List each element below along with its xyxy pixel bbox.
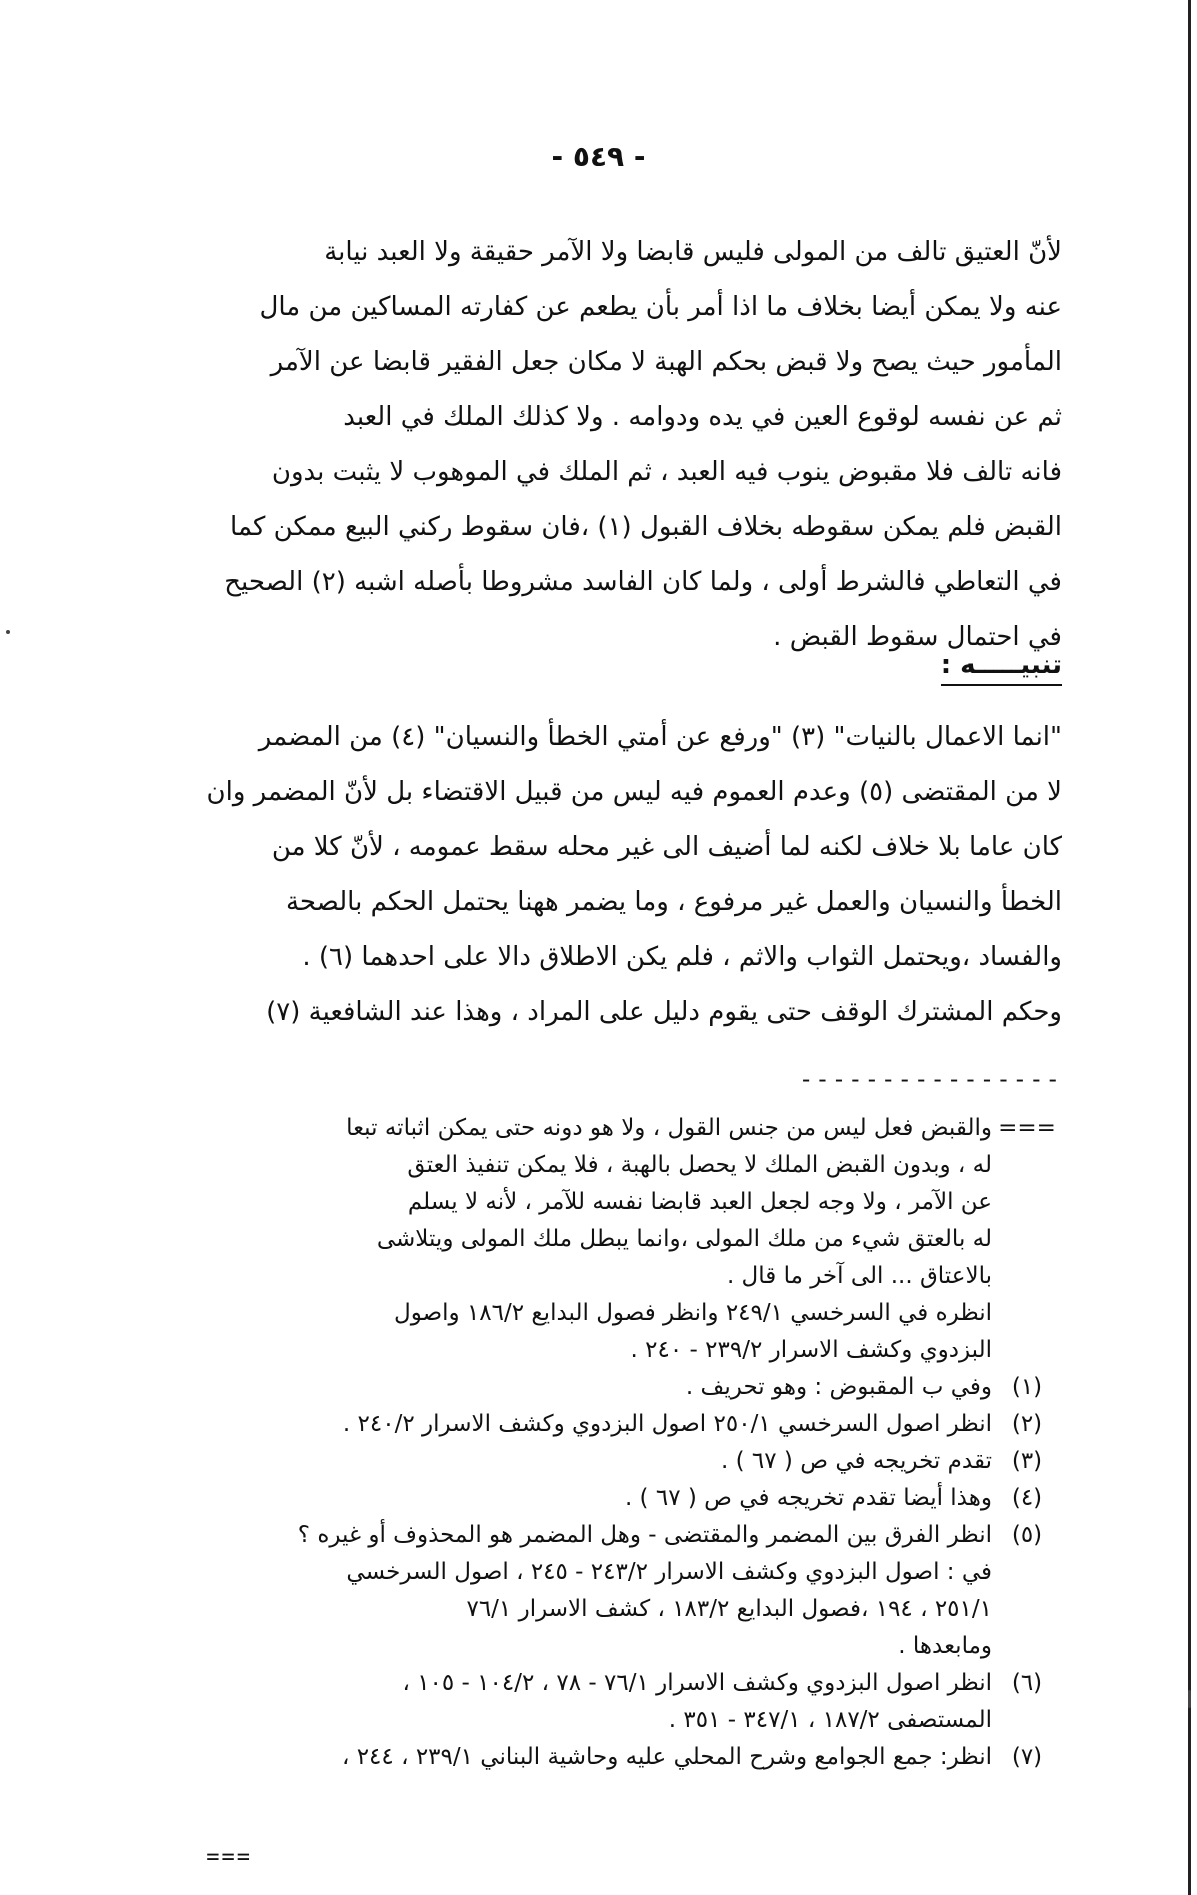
footnote-item xyxy=(102,1739,1062,1776)
footnote-line: عن الآمر ، ولا وجه لجعل العبد قابضا نفسه للآمر ، لأنه لا يسلم xyxy=(407,1189,992,1215)
footnote-text xyxy=(102,1517,992,1665)
text-line: المأمور حيث يصح ولا قبض بحكم الهبة لا مكان جعل الفقير قابضا عن الآمر xyxy=(270,347,1062,377)
footnote-text xyxy=(102,1443,992,1480)
text-line: لأنّ العتيق تالف من المولى فليس قابضا ولا الآمر حقيقة ولا العبد نيابة xyxy=(324,237,1062,267)
footnote-number: (٦) xyxy=(1011,1670,1043,1696)
footnote-line: ٢٥١/١ ، ١٩٤ ،فصول البدايع ١٨٣/٢ ، كشف الاسرار ٧٦/١ xyxy=(466,1596,992,1622)
footnote-item xyxy=(102,1480,1062,1517)
text-line: في احتمال سقوط القبض . xyxy=(773,622,1062,652)
footnote-text xyxy=(102,1665,992,1739)
footnote-number: (٢) xyxy=(1011,1411,1043,1437)
footnote-line: البزدوي وكشف الاسرار ٢٣٩/٢ - ٢٤٠ . xyxy=(630,1337,992,1363)
footnote-line: تقدم تخريجه في ص ( ٦٧ ) . xyxy=(721,1448,992,1474)
footnote-line: انظر اصول السرخسي ٢٥٠/١ اصول البزدوي وكشف الاسرار ٢٤٠/٢ . xyxy=(342,1411,992,1437)
page-number: - ٥٤٩ - xyxy=(551,140,646,173)
footnote-number: === xyxy=(998,1115,1056,1141)
text-line: القبض فلم يمكن سقوطه بخلاف القبول (١) ،فان سقوط ركني البيع ممكن كما xyxy=(230,512,1062,542)
footnote-number: (٣) xyxy=(1011,1448,1043,1474)
text-line: ثم عن نفسه لوقوع العين في يده ودوامه . ولا كذلك الملك في العبد xyxy=(343,402,1062,432)
footnote-number: (٧) xyxy=(1011,1744,1043,1770)
footnote-line: وفي ب المقبوض : وهو تحريف . xyxy=(685,1374,992,1400)
footnotes-block xyxy=(102,1110,1062,1776)
footnote-line: انظر الفرق بين المضمر والمقتضى - وهل المضمر هو المحذوف أو غيره ؟ xyxy=(297,1522,992,1548)
footnote-line: والقبض فعل ليس من جنس القول ، ولا هو دونه حتى يمكن اثباته تبعا xyxy=(346,1115,992,1141)
footnote-line: انظر: جمع الجوامع وشرح المحلي عليه وحاشية البناني ٢٣٩/١ ، ٢٤٤ ، xyxy=(341,1744,992,1770)
text-line: كان عاما بلا خلاف لكنه لما أضيف الى غير محله سقط عمومه ، لأنّ كلا من xyxy=(271,832,1062,862)
footnote-line: ومابعدها . xyxy=(898,1633,992,1659)
section-heading xyxy=(132,650,1062,686)
scan-speck xyxy=(1188,1690,1191,1708)
page-edge-line xyxy=(1188,0,1191,1895)
footnote-item xyxy=(102,1406,1062,1443)
footnote-item xyxy=(102,1517,1062,1665)
text-line: لا من المقتضى (٥) وعدم العموم فيه ليس من قبيل الاقتضاء بل لأنّ المضمر وان xyxy=(206,777,1062,807)
footnote-line: له ، وبدون القبض الملك لا يحصل بالهبة ، فلا يمكن تنفيذ العتق xyxy=(407,1152,992,1178)
end-mark: === xyxy=(206,1845,252,1870)
text-line: والفساد ،ويحتمل الثواب والاثم ، فلم يكن الاطلاق دالا على احدهما (٦) . xyxy=(302,942,1062,972)
footnote-separator: ---------------- xyxy=(798,1065,1062,1093)
footnote-text xyxy=(102,1406,992,1443)
footnote-line: له بالعتق شيء من ملك المولى ،وانما يبطل ملك المولى ويتلاشى xyxy=(376,1226,992,1252)
footnote-text xyxy=(102,1369,992,1406)
text-line: في التعاطي فالشرط أولى ، ولما كان الفاسد مشروطا بأصله اشبه (٢) الصحيح xyxy=(224,567,1062,597)
footnote-number: (١) xyxy=(1011,1374,1043,1400)
footnote-text xyxy=(102,1739,992,1776)
footnote-line: بالاعتاق ... الى آخر ما قال . xyxy=(726,1263,992,1289)
footnote-line: المستصفى ١٨٧/٢ ، ٣٤٧/١ - ٣٥١ . xyxy=(668,1707,992,1733)
main-paragraph xyxy=(182,225,1062,665)
footnote-item xyxy=(102,1369,1062,1406)
footnote-number: (٤) xyxy=(1011,1485,1043,1511)
text-line: "انما الاعمال بالنيات" (٣) "ورفع عن أمتي الخطأ والنسيان" (٤) من المضمر xyxy=(258,722,1062,752)
scan-speck xyxy=(6,630,10,634)
footnote-item xyxy=(102,1110,1062,1369)
text-line: عنه ولا يمكن أيضا بخلاف ما اذا أمر بأن يطعم عن كفارته المساكين من مال xyxy=(259,292,1062,322)
footnote-item xyxy=(102,1665,1062,1739)
footnote-item xyxy=(102,1443,1062,1480)
text-line: فانه تالف فلا مقبوض ينوب فيه العبد ، ثم الملك في الموهوب لا يثبت بدون xyxy=(271,457,1062,487)
footnote-line: وهذا أيضا تقدم تخريجه في ص ( ٦٧ ) . xyxy=(624,1485,992,1511)
footnote-text xyxy=(102,1110,992,1369)
footnote-line: في : اصول البزدوي وكشف الاسرار ٢٤٣/٢ - ٢٤٥ ، اصول السرخسي xyxy=(346,1559,992,1585)
footnote-line: انظره في السرخسي ٢٤٩/١ وانظر فصول البدايع ١٨٦/٢ واصول xyxy=(394,1300,992,1326)
footnote-number: (٥) xyxy=(1011,1522,1043,1548)
text-line: الخطأ والنسيان والعمل غير مرفوع ، وما يضمر ههنا يحتمل الحكم بالصحة xyxy=(285,887,1062,917)
section-paragraph xyxy=(132,710,1062,1040)
footnote-line: انظر اصول البزدوي وكشف الاسرار ٧٦/١ - ٧٨ ، ١٠٤/٢ - ١٠٥ ، xyxy=(402,1670,992,1696)
footnote-text xyxy=(102,1480,992,1517)
heading-label: تنبيـــــه : xyxy=(941,650,1062,686)
text-line: وحكم المشترك الوقف حتى يقوم دليل على المراد ، وهذا عند الشافعية (٧) xyxy=(266,997,1062,1027)
